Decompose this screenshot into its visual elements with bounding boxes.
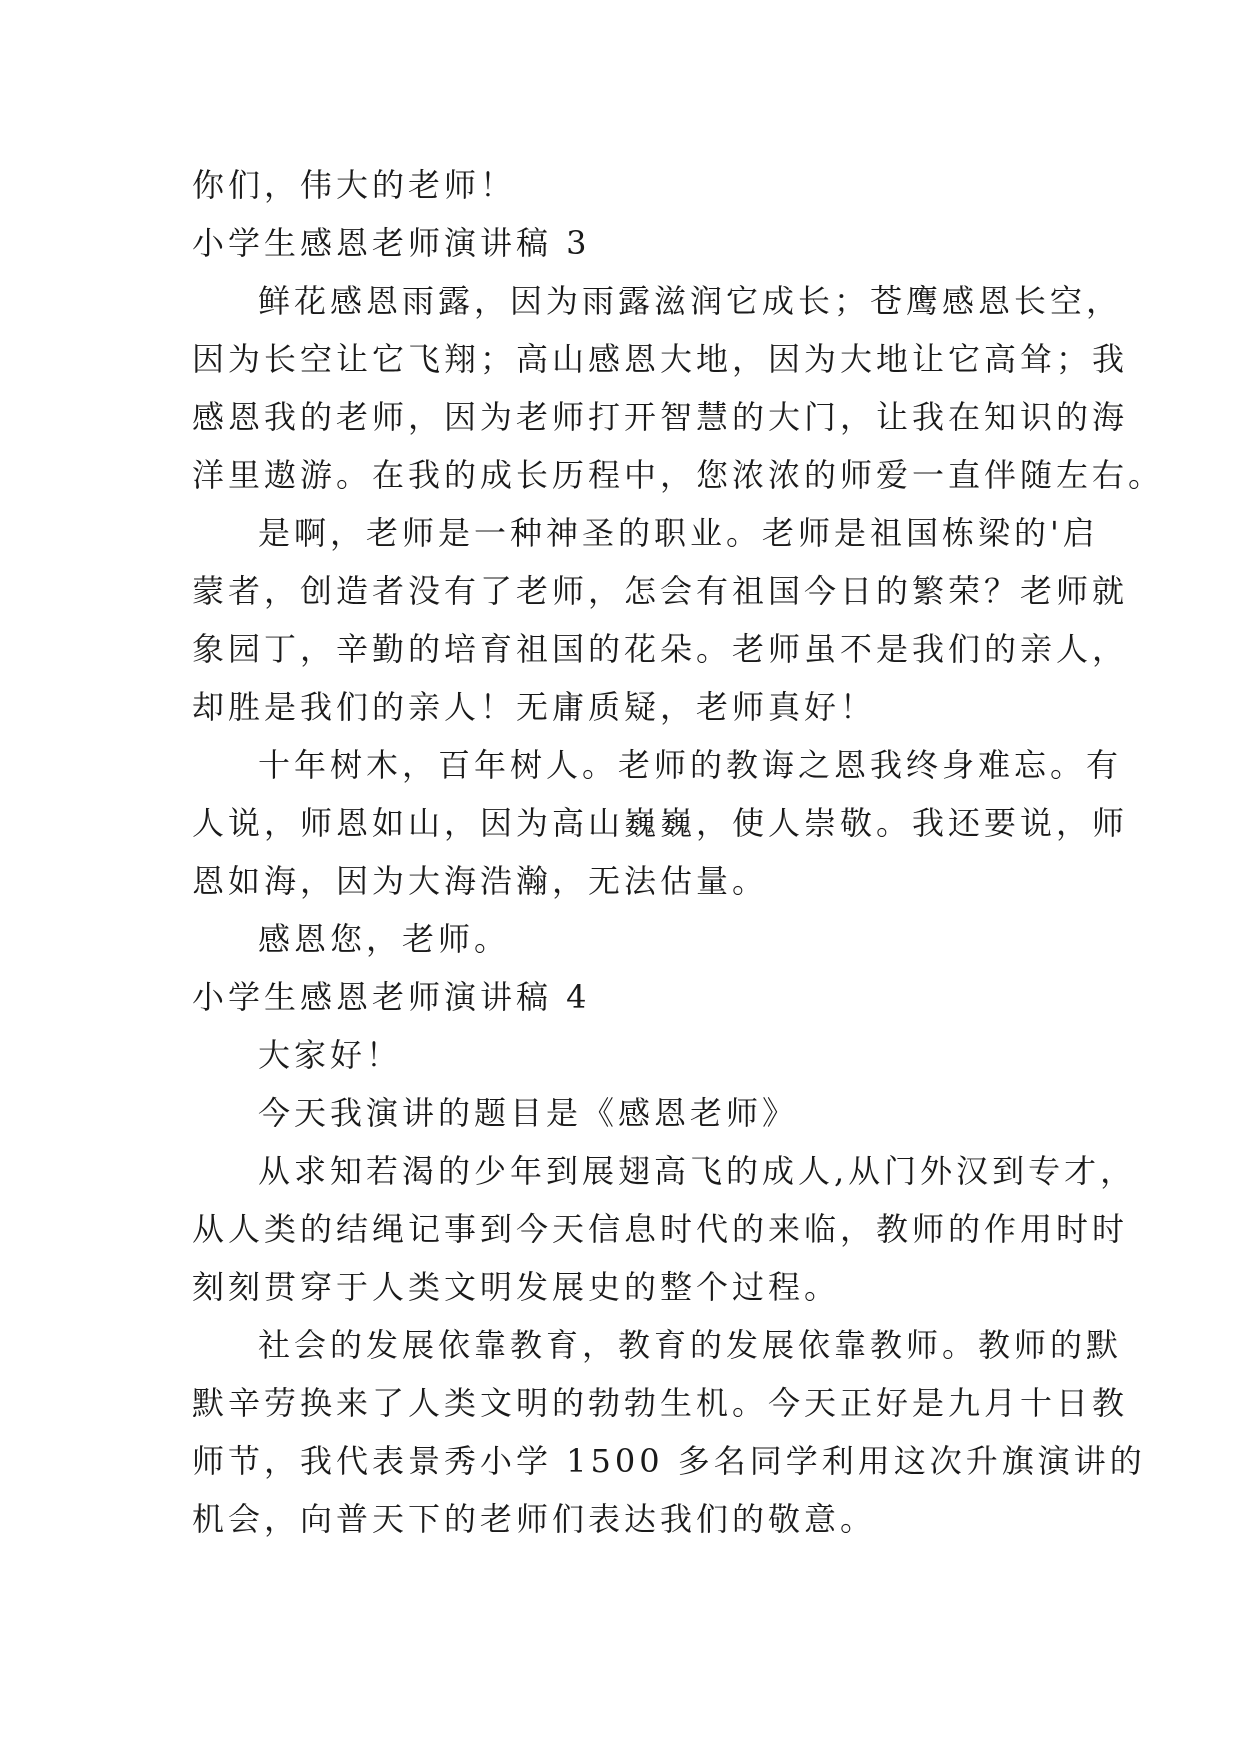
text-line: 从人类的结绳记事到今天信息时代的来临，教师的作用时时 xyxy=(192,1210,1129,1248)
text-line: 却胜是我们的亲人！无庸质疑，老师真好！ xyxy=(192,688,877,726)
text-line: 象园丁，辛勤的培育祖国的花朵。老师虽不是我们的亲人， xyxy=(192,630,1129,668)
text-line: 恩如海，因为大海浩瀚，无法估量。 xyxy=(192,862,769,900)
text-line: 洋里遨游。在我的成长历程中，您浓浓的师爱一直伴随左右。 xyxy=(192,456,1165,494)
text-line: 人说，师恩如山，因为高山巍巍，使人崇敬。我还要说，师 xyxy=(192,804,1129,842)
text-line: 小学生感恩老师演讲稿 4 xyxy=(192,978,591,1016)
text-line: 机会，向普天下的老师们表达我们的敬意。 xyxy=(192,1500,877,1538)
text-line: 师节，我代表景秀小学 1500 多名同学利用这次升旗演讲的 xyxy=(192,1442,1146,1480)
text-line: 是啊，老师是一种神圣的职业。老师是祖国栋梁的'启 xyxy=(258,514,1099,552)
text-line: 刻刻贯穿于人类文明发展史的整个过程。 xyxy=(192,1268,841,1306)
text-line: 小学生感恩老师演讲稿 3 xyxy=(192,224,591,262)
text-line: 今天我演讲的题目是《感恩老师》 xyxy=(258,1094,799,1132)
text-line: 社会的发展依靠教育，教育的发展依靠教师。教师的默 xyxy=(258,1326,1123,1364)
text-line: 感恩我的老师，因为老师打开智慧的大门，让我在知识的海 xyxy=(192,398,1129,436)
text-line: 十年树木，百年树人。老师的教诲之恩我终身难忘。有 xyxy=(258,746,1123,784)
text-line: 大家好！ xyxy=(258,1036,403,1074)
document-body xyxy=(192,156,1165,1548)
text-line: 你们，伟大的老师！ xyxy=(192,166,517,204)
text-line: 蒙者，创造者没有了老师，怎会有祖国今日的繁荣？老师就 xyxy=(192,572,1129,610)
text-line: 从求知若渴的少年到展翅高飞的成人,从门外汉到专才， xyxy=(258,1152,1137,1190)
text-line: 鲜花感恩雨露，因为雨露滋润它成长；苍鹰感恩长空， xyxy=(258,282,1123,320)
text-line: 因为长空让它飞翔；高山感恩大地，因为大地让它高耸；我 xyxy=(192,340,1129,378)
text-line: 感恩您，老师。 xyxy=(258,920,511,958)
text-line: 默辛劳换来了人类文明的勃勃生机。今天正好是九月十日教 xyxy=(192,1384,1129,1422)
